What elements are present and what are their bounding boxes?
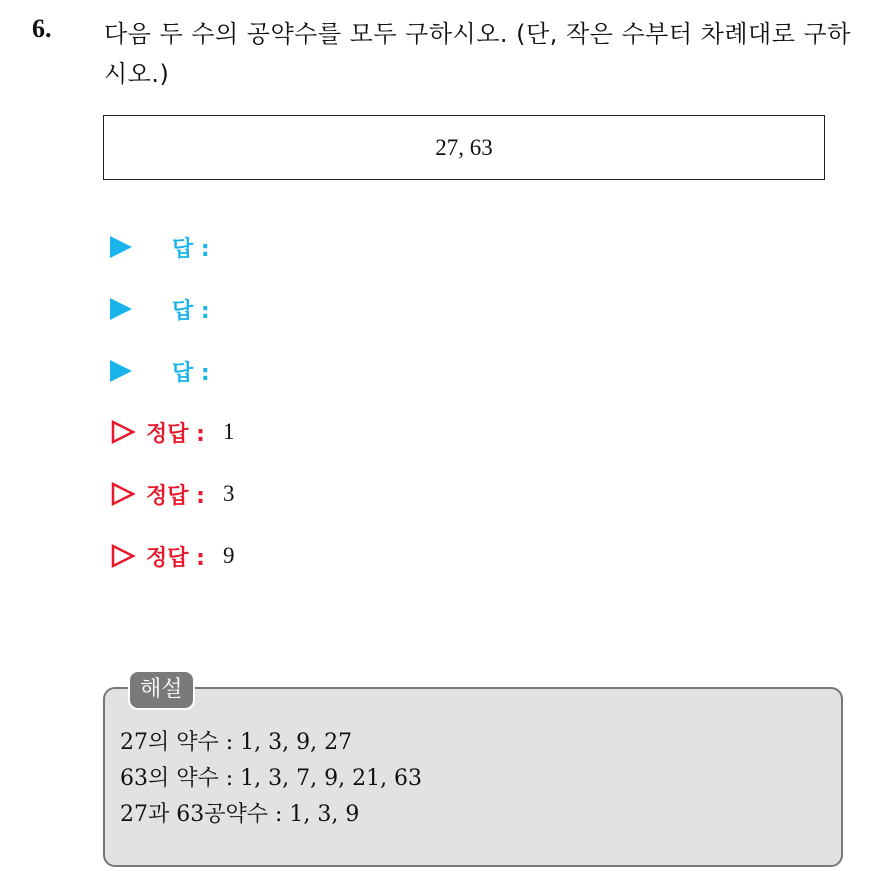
correct-answer-value: 1 [222, 419, 235, 444]
answer-row-3[interactable] [110, 356, 210, 386]
play-triangle-icon [110, 360, 132, 382]
answer-row-2[interactable] [110, 294, 210, 324]
answer-label: 답 : [172, 360, 210, 386]
outline-triangle-icon [110, 419, 136, 445]
correct-answer-row-3 [110, 540, 234, 572]
solution-tag: 해설 [128, 670, 195, 710]
answer-label: 답 : [172, 298, 210, 324]
correct-answer-row-1 [110, 416, 234, 448]
correct-answer-label: 정답 : [146, 545, 205, 571]
answer-label: 답 : [172, 236, 210, 262]
correct-answer-label: 정답 : [146, 421, 205, 447]
question-text: 다음 두 수의 공약수를 모두 구하시오. (단, 작은 수부터 차례대로 구하시오.) [104, 20, 851, 88]
play-triangle-icon [110, 298, 132, 320]
solution-line-2: 63의 약수 : 1, 3, 7, 9, 21, 63 [120, 766, 423, 791]
correct-answer-label: 정답 : [146, 483, 205, 509]
solution-line-1: 27의 약수 : 1, 3, 9, 27 [120, 730, 353, 755]
answer-row-1[interactable] [110, 232, 210, 262]
outline-triangle-icon [110, 481, 136, 507]
outline-triangle-icon [110, 543, 136, 569]
correct-answer-value: 9 [222, 543, 235, 568]
play-triangle-icon [110, 236, 132, 258]
given-numbers-box [103, 115, 825, 180]
correct-answer-value: 3 [222, 481, 235, 506]
given-numbers: 27, 63 [435, 134, 493, 160]
correct-answer-row-2 [110, 478, 234, 510]
solution-line-3: 27과 63공약수 : 1, 3, 9 [120, 802, 360, 827]
question-number: 6. [32, 14, 52, 43]
